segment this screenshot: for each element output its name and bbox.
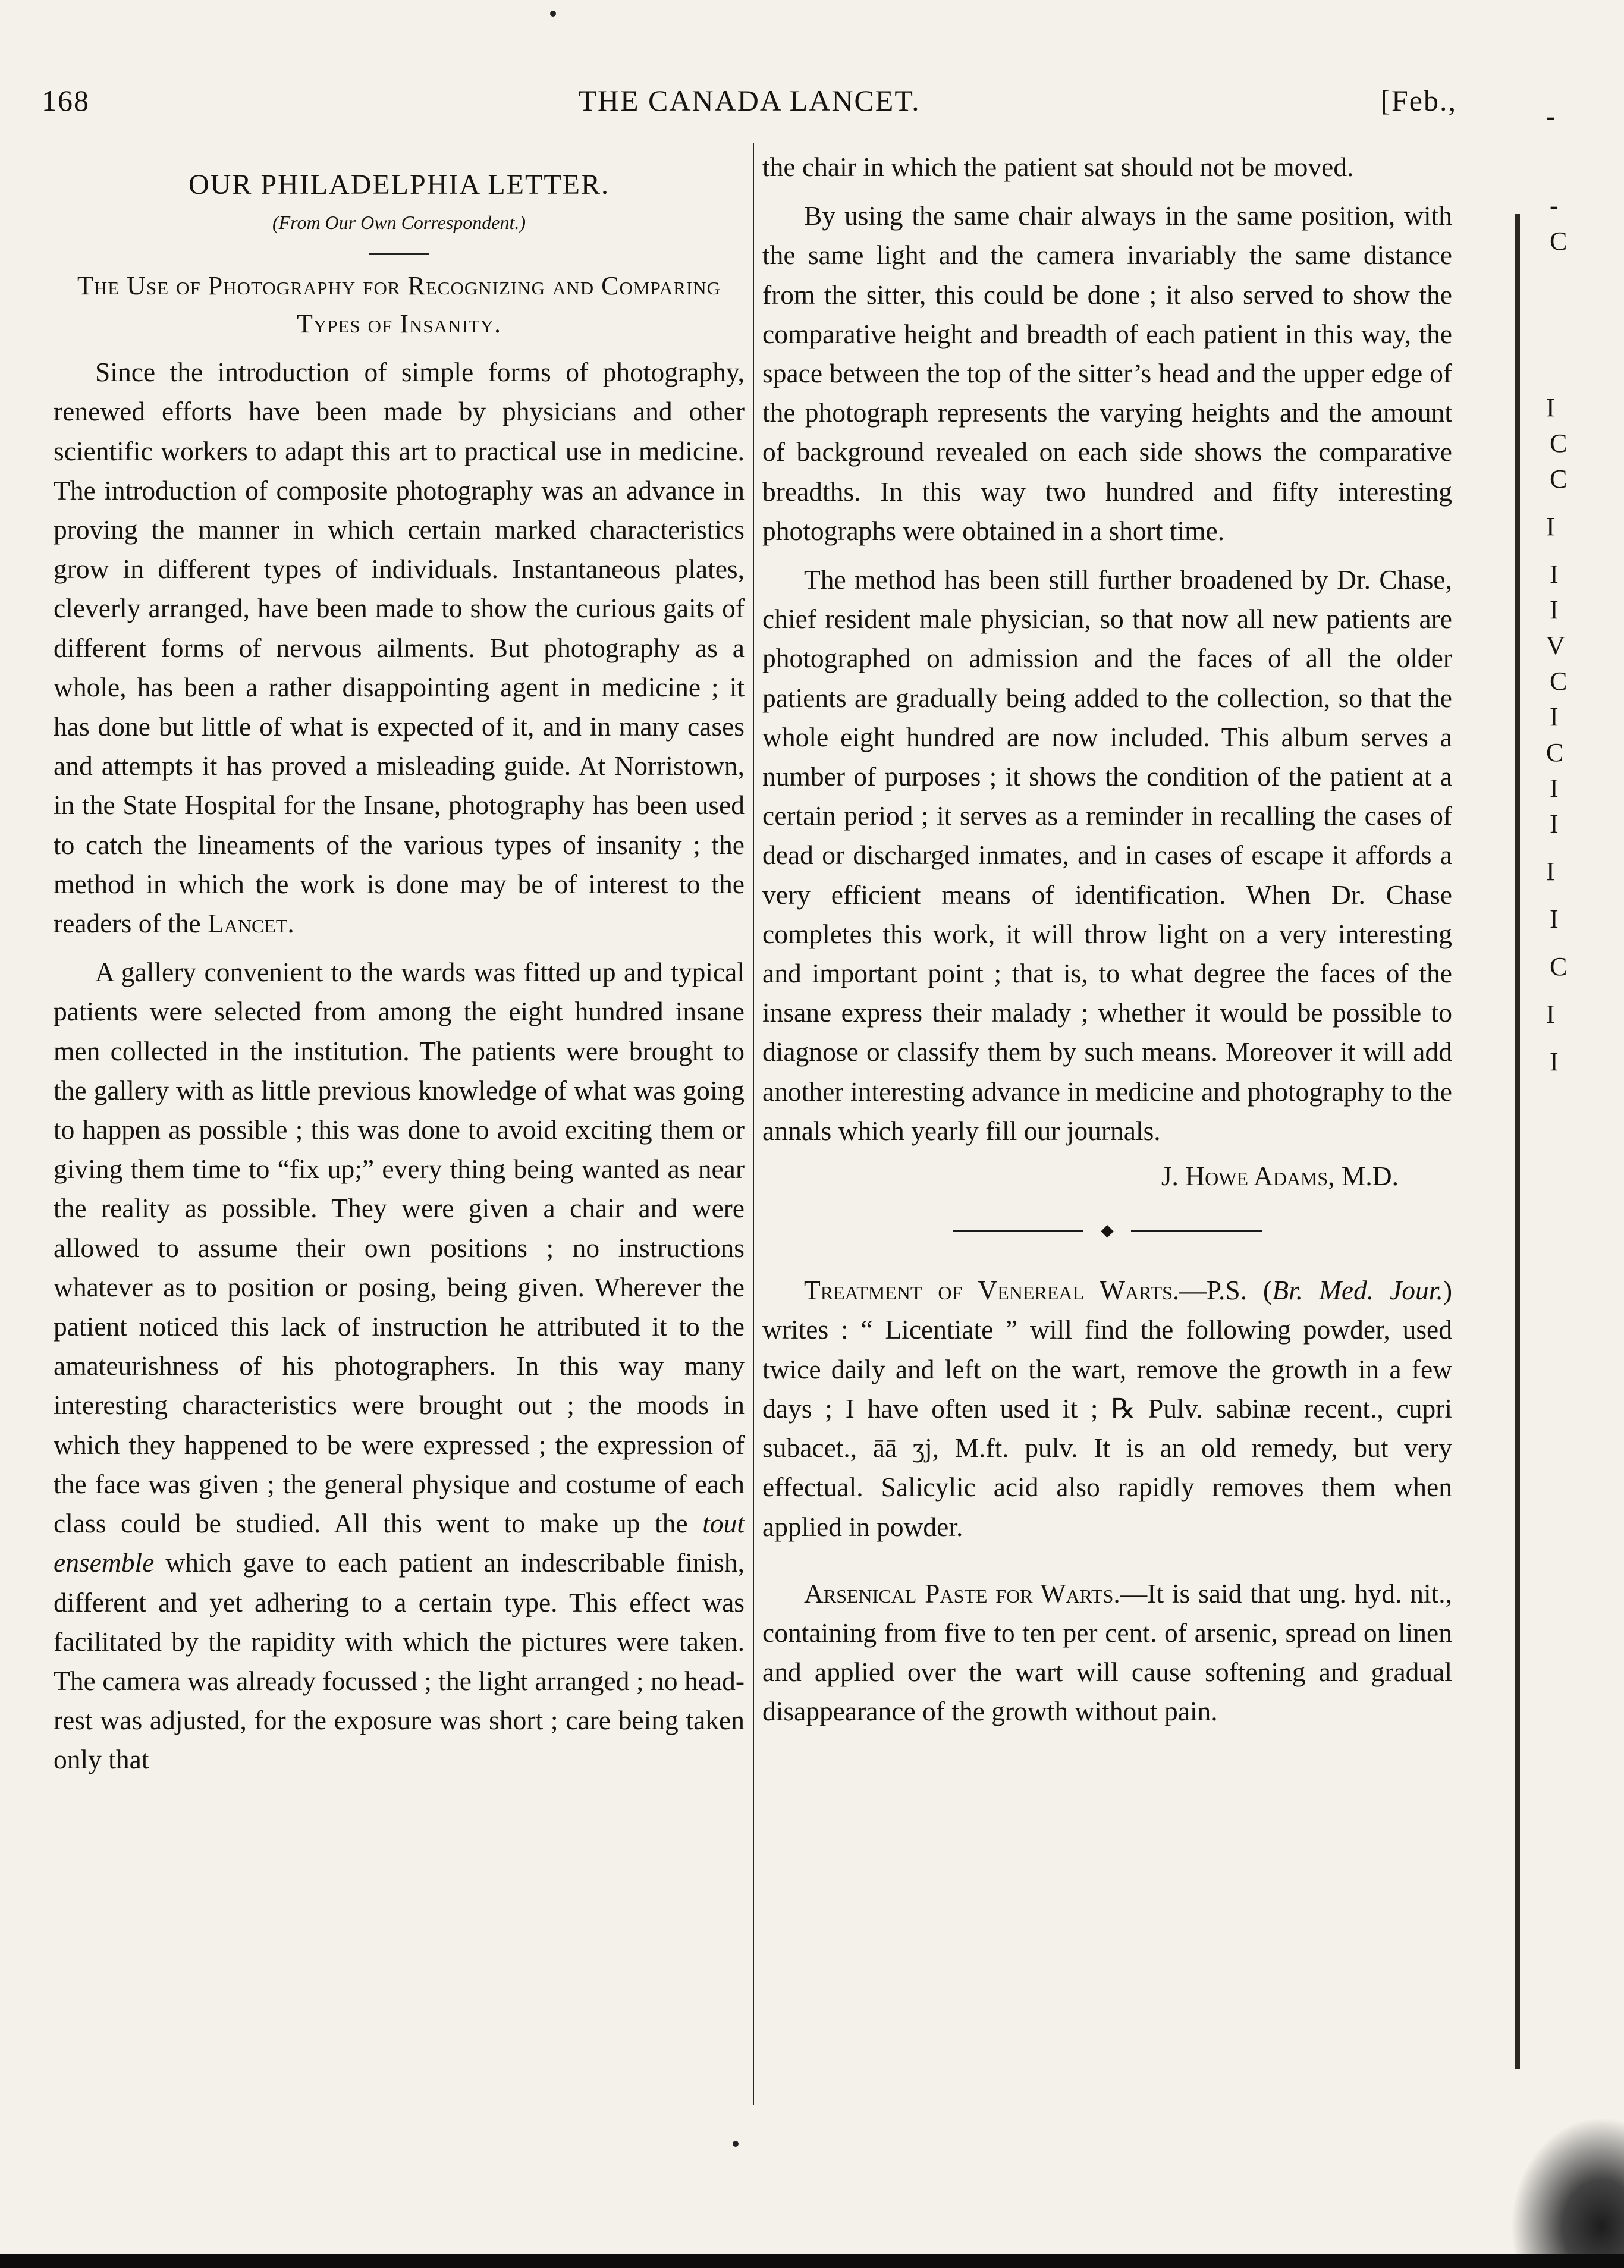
journal-title: THE CANADA LANCET.	[578, 84, 921, 117]
article-heading: OUR PHILADELPHIA LETTER.	[189, 169, 610, 200]
note-arsenical-paste	[762, 1574, 1452, 1732]
running-head	[42, 83, 1457, 131]
lancet-word: Lancet.	[207, 908, 294, 939]
edge-fragment: -	[1550, 191, 1559, 220]
edge-fragment: I	[1546, 393, 1555, 422]
paragraph-2	[54, 953, 745, 1779]
ornament-line-right	[1131, 1230, 1262, 1232]
bottom-edge-bar	[0, 2254, 1624, 2268]
edge-fragment: C	[1550, 667, 1568, 696]
tout-ensemble: tout ensemble	[54, 1508, 745, 1578]
edge-fragment: C	[1550, 464, 1568, 494]
edge-fragment: C	[1550, 952, 1568, 981]
note-2-title: Arsenical Paste for Warts.	[804, 1578, 1120, 1609]
ink-fleck	[733, 2141, 739, 2147]
paragraph-3: the chair in which the patient sat should not be moved.	[762, 152, 1354, 182]
edge-fragment: C	[1546, 738, 1564, 767]
issue-month: [Feb.,	[1380, 84, 1457, 117]
edge-fragment: I	[1550, 1047, 1559, 1076]
edge-fragment: I	[1550, 702, 1559, 731]
paragraph-4: By using the same chair always in the same position, with the same light and the camera invariably the same distance from the sitter, this could be done ; it also served to show the comparative height and breadth of each patient in this way, the space between the top of the sitter’s head and the upper edge of the photograph represents the varying heights and the amount of background revealed on each side shows the comparative breadths. In this way two hundred and fifty interesting photographs were obtained in a short time.	[762, 200, 1452, 546]
section-ornament	[953, 1220, 1262, 1243]
paragraph-2-tail: which gave to each patient an indescribable finish, different and yet adhering to a certain type. This effect was facilitated by the rapidity with which the pictures were taken. The camera was already focussed ; the light arranged ; no head-rest was adjusted, for the exposure was short ; care being taken only that	[54, 1547, 745, 1775]
note-1-source: Br. Med. Jour.	[1272, 1275, 1443, 1306]
edge-fragment: I	[1550, 560, 1559, 589]
note-2-body: —It is said that ung. hyd. nit., containing from five to ten per cent. of arsenic, spread on linen and applied over the wart will cause softening and gradual disappearance of the growth without pain.	[762, 1578, 1452, 1727]
edge-fragment: I	[1546, 1000, 1555, 1029]
left-column	[54, 147, 745, 1780]
edge-fragment: I	[1550, 904, 1559, 934]
note-1-lead: —P.S. (	[1179, 1275, 1273, 1306]
right-column	[762, 147, 1452, 1732]
edge-fragment: -	[1546, 102, 1555, 131]
edge-fragment: I	[1550, 774, 1559, 803]
edge-fragment: V	[1546, 631, 1565, 660]
ink-fleck	[550, 11, 556, 17]
paragraph-2-text: A gallery convenient to the wards was fitted up and typical patients were selected from among the eight hundred insane men collected in the institution. The patients were brought to the gallery with as little previous knowledge of what was going to happen as possible ; this was done to avoid exciting them or giving them time to “fix up;” every thing being wanted as near the reality as possible. They were given a chair and were allowed to assume their own positions ; no instructions whatever as to position or posing, being given. Wherever the patient noticed this lack of instruction he attributed it to the amateurishness of his photographers. In this way many interesting characteristics were brought out ; the moods in which they happened to be were expressed ; the expression of the face was given ; the general physique and costume of each class could be studied. All this went to make up the	[54, 957, 745, 1539]
note-1-body: ) writes : “ Licentiate ” will find the following powder, used twice daily and left on the wart, remove the growth in a few days ; I have often used it ; ℞ Pulv. sabinæ recent., cupri subacet., āā ʒj, M.ft. pulv. It is an old remedy, but very effectual. Salicylic acid also rapidly removes them when applied in powder.	[762, 1275, 1453, 1542]
facing-page-fragments	[1510, 59, 1570, 2141]
edge-fragment: I	[1550, 809, 1559, 838]
column-rule	[753, 143, 754, 2105]
article-subheading: The Use of Photography for Recognizing and Comparing Types of Insanity.	[77, 271, 721, 339]
ornament-line-left	[953, 1230, 1083, 1232]
page-number: 168	[42, 84, 90, 117]
paragraph-1-text: Since the introduction of simple forms of photography, renewed efforts have been made by physicians and other scientific workers to adapt this art to practical use in medicine. The introduction of composite photography was an advance in proving the manner in which certain marked characteristics grow in different types of individuals. Instantaneous plates, cleverly arranged, have been made to show the curious gaits of different forms of nervous ailments. But photography as a whole, has been a rather disappointing agent in medicine ; it has done but little of what is expected of it, and in many cases and attempts it has proved a misleading guide. At Norristown, in the State Hospital for the Insane, photography has been used to catch the lineaments of the various types of insanity ; the method in which the work is done may be of interest to the readers of the	[54, 357, 745, 939]
paragraph-5: The method has been still further broadened by Dr. Chase, chief resident male physician, so that now all new patients are photographed on admission and the faces of all the older patients are gradually being added to the collection, so that the whole eight hundred are now included. This album serves a number of purposes ; it shows the condition of the patient at a certain period ; it serves as a reminder in recalling the cases of dead or discharged inmates, and in cases of escape it affords a very efficient means of identification. When Dr. Chase completes this work, it will throw light on a very interesting and important point ; that is, to what degree the faces of the insane express their malady ; whether it would be possible to diagnose or classify them by such means. Moreover it will add another interesting advance in medicine and photography to the annals which yearly fill our journals.	[762, 564, 1452, 1146]
edge-fragment: I	[1550, 595, 1559, 624]
ornament-diamond-icon: ◆	[1101, 1221, 1114, 1240]
heading-rule	[369, 253, 429, 255]
edge-fragment: C	[1550, 429, 1568, 458]
edge-fragment: I	[1546, 512, 1555, 541]
article-signature: J. Howe Adams, M.D.	[1161, 1161, 1399, 1192]
paragraph-1	[54, 353, 745, 943]
note-venereal-warts	[762, 1271, 1452, 1546]
article-byline: (From Our Own Correspondent.)	[272, 212, 526, 234]
note-1-title: Treatment of Venereal Warts.	[804, 1275, 1180, 1306]
edge-fragment: C	[1550, 227, 1568, 256]
edge-fragment: I	[1546, 857, 1555, 886]
corner-stain	[1510, 2117, 1624, 2254]
